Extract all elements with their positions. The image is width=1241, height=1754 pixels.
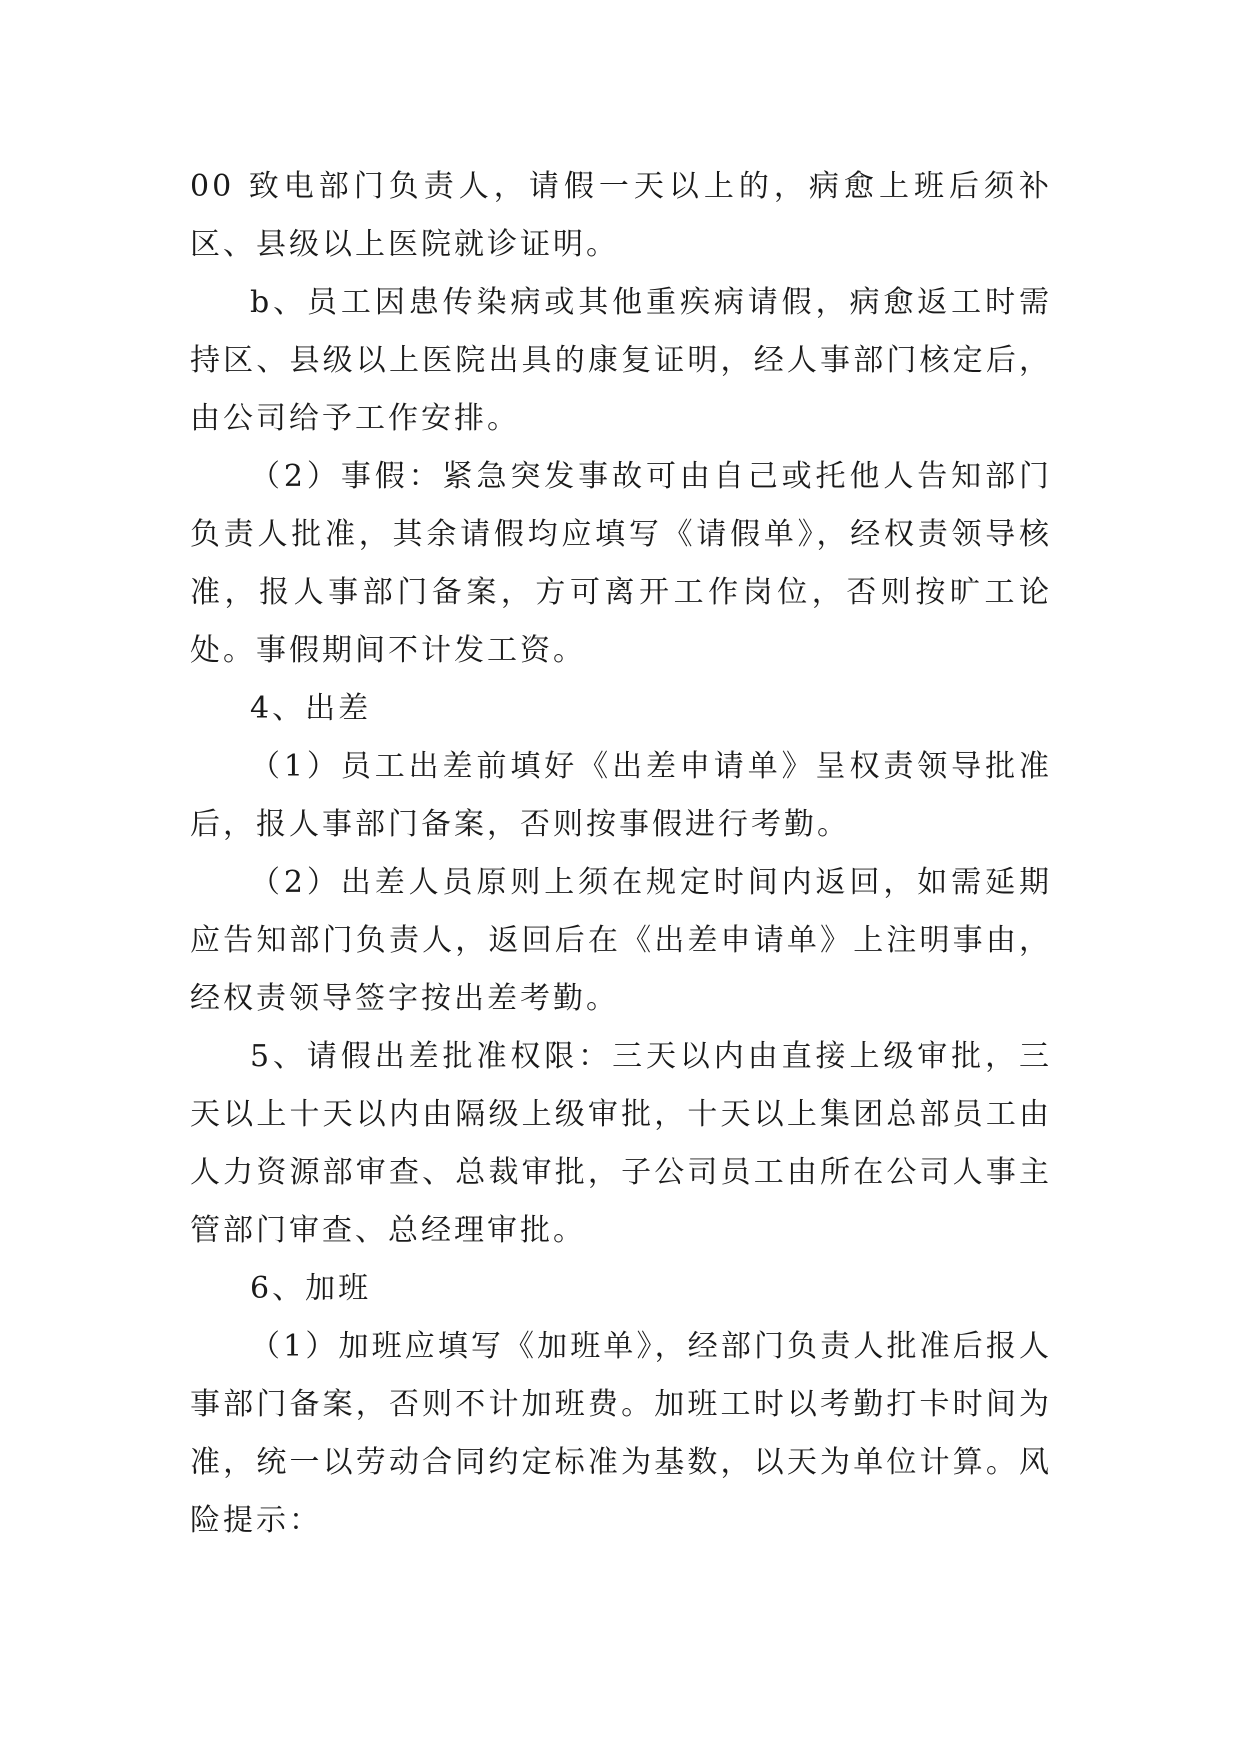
heading-overtime: 6、加班 bbox=[250, 1271, 372, 1306]
heading-business-trip: 4、出差 bbox=[250, 691, 372, 726]
paragraph-overtime-form: （1）加班应填写《加班单》，经部门负责人批准后报人事部门备案，否则不计加班费。加班工时以考勤打卡时间为准，统一以劳动合同约定标准为基数，以天为单位计算。风险提示： bbox=[190, 1329, 1052, 1538]
paragraph-trip-application: （1）员工出差前填好《出差申请单》呈权责领导批准后，报人事部门备案，否则按事假进行考勤。 bbox=[190, 749, 1052, 842]
paragraph-approval-authority: 5、请假出差批准权限：三天以内由直接上级审批，三天以上十天以内由隔级上级审批，十天以上集团总部员工由人力资源部审查、总裁审批，子公司员工由所在公司人事主管部门审查、总经理审批。 bbox=[190, 1039, 1052, 1248]
paragraph-trip-extension: （2）出差人员原则上须在规定时间内返回，如需延期应告知部门负责人，返回后在《出差申请单》上注明事由，经权责领导签字按出差考勤。 bbox=[190, 865, 1052, 1016]
document-body bbox=[190, 158, 1052, 1550]
paragraph-infectious-disease: b、员工因患传染病或其他重疾病请假，病愈返工时需持区、县级以上医院出具的康复证明，经人事部门核定后，由公司给予工作安排。 bbox=[190, 285, 1052, 436]
paragraph-sick-leave-continued: 00 致电部门负责人，请假一天以上的，病愈上班后须补区、县级以上医院就诊证明。 bbox=[190, 169, 1052, 262]
paragraph-personal-leave: （2）事假：紧急突发事故可由自己或托他人告知部门负责人批准，其余请假均应填写《请假单》，经权责领导核准，报人事部门备案，方可离开工作岗位，否则按旷工论处。事假期间不计发工资。 bbox=[190, 459, 1052, 668]
